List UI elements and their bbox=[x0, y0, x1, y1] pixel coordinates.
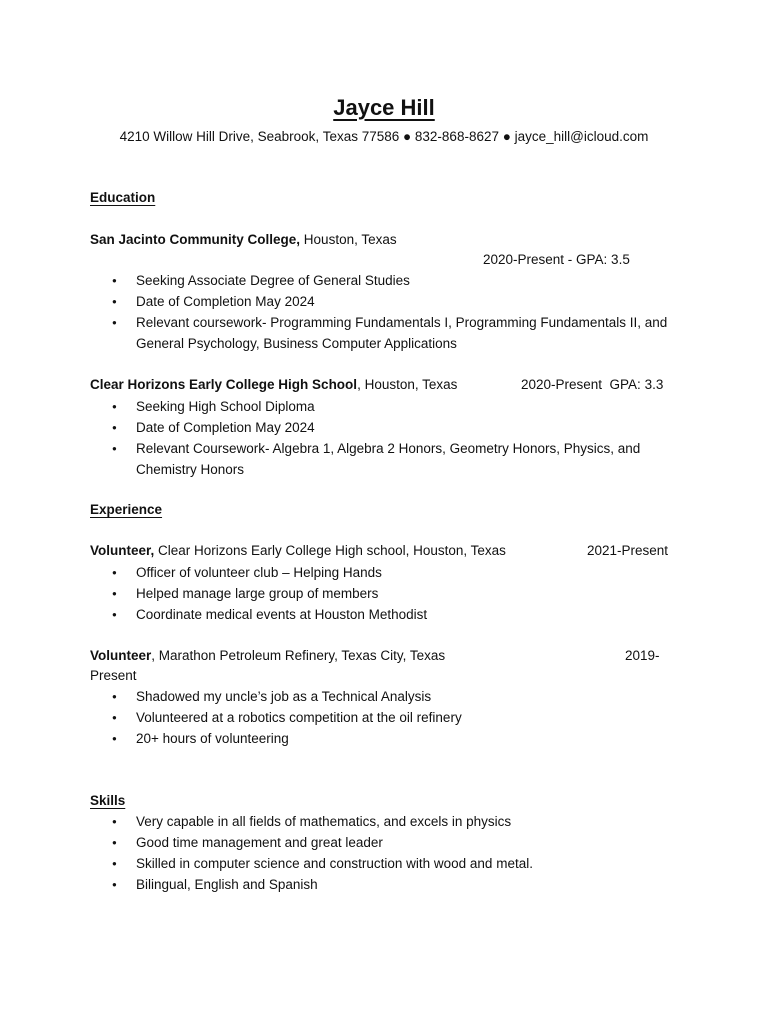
organization: Clear Horizons Early College High school, Houston, Texas bbox=[154, 543, 506, 558]
name-text: Jayce Hill bbox=[333, 95, 435, 120]
experience-entry-1-dates: 2021-Present bbox=[587, 543, 669, 558]
list-item: ● Good time management and great leader bbox=[90, 832, 690, 853]
list-item: ● Date of Completion May 2024 bbox=[90, 291, 690, 312]
list-item: ● Officer of volunteer club – Helping Hands bbox=[90, 562, 690, 583]
education-entry-2-dates: 2020-Present GPA: 3.3 bbox=[521, 377, 664, 392]
experience-entry-2-title bbox=[90, 646, 445, 666]
school-name: Clear Horizons Early College High School bbox=[90, 377, 358, 392]
skills-heading: Skills bbox=[90, 793, 126, 808]
list-item: ● Bilingual, English and Spanish bbox=[90, 874, 690, 895]
school-name: San Jacinto Community College, bbox=[90, 232, 301, 247]
education-entry-1-bullets bbox=[90, 270, 690, 354]
experience-entry-2-dates: 2019- bbox=[625, 648, 660, 663]
education-entry-2-bullets bbox=[90, 396, 690, 480]
role-name: Volunteer, bbox=[90, 543, 155, 558]
list-item: ● Helped manage large group of members bbox=[90, 583, 690, 604]
contact-line: 4210 Willow Hill Drive, Seabrook, Texas 77586 ● 832-868-8627 ● jayce_hill@icloud.com bbox=[119, 129, 649, 144]
list-item: ● Relevant Coursework- Algebra 1, Algebra 2 Honors, Geometry Honors, Physics, and Chemistry Honors bbox=[90, 438, 690, 480]
experience-heading: Experience bbox=[90, 502, 163, 517]
list-item: ● Skilled in computer science and construction with wood and metal. bbox=[90, 853, 690, 874]
organization: , Marathon Petroleum Refinery, Texas City, Texas bbox=[151, 648, 446, 663]
education-entry-1-dates: 2020-Present - GPA: 3.5 bbox=[483, 252, 630, 267]
education-heading: Education bbox=[90, 190, 156, 205]
list-item: ● Seeking High School Diploma bbox=[90, 396, 690, 417]
list-item: ● 20+ hours of volunteering bbox=[90, 728, 690, 749]
education-entry-2-title bbox=[90, 375, 457, 395]
list-item: ● Volunteered at a robotics competition at the oil refinery bbox=[90, 707, 690, 728]
experience-entry-1-bullets bbox=[90, 562, 690, 625]
experience-entry-2-dates-continued: Present bbox=[90, 668, 137, 683]
role-name: Volunteer bbox=[90, 648, 152, 663]
skills-bullets bbox=[90, 811, 690, 895]
list-item: ● Relevant coursework- Programming Fundamentals I, Programming Fundamentals II, and General Psychology, Business Computer Applications bbox=[90, 312, 690, 354]
list-item: ● Seeking Associate Degree of General Studies bbox=[90, 270, 690, 291]
experience-entry-2-bullets bbox=[90, 686, 690, 749]
list-item: ● Very capable in all fields of mathematics, and excels in physics bbox=[90, 811, 690, 832]
school-location: , Houston, Texas bbox=[357, 377, 458, 392]
experience-entry-1-title bbox=[90, 541, 506, 561]
education-entry-1-title bbox=[90, 230, 397, 250]
list-item: ● Shadowed my uncle’s job as a Technical Analysis bbox=[90, 686, 690, 707]
resume-name bbox=[0, 92, 768, 124]
list-item: ● Date of Completion May 2024 bbox=[90, 417, 690, 438]
list-item: ● Coordinate medical events at Houston Methodist bbox=[90, 604, 690, 625]
school-location: Houston, Texas bbox=[300, 232, 397, 247]
